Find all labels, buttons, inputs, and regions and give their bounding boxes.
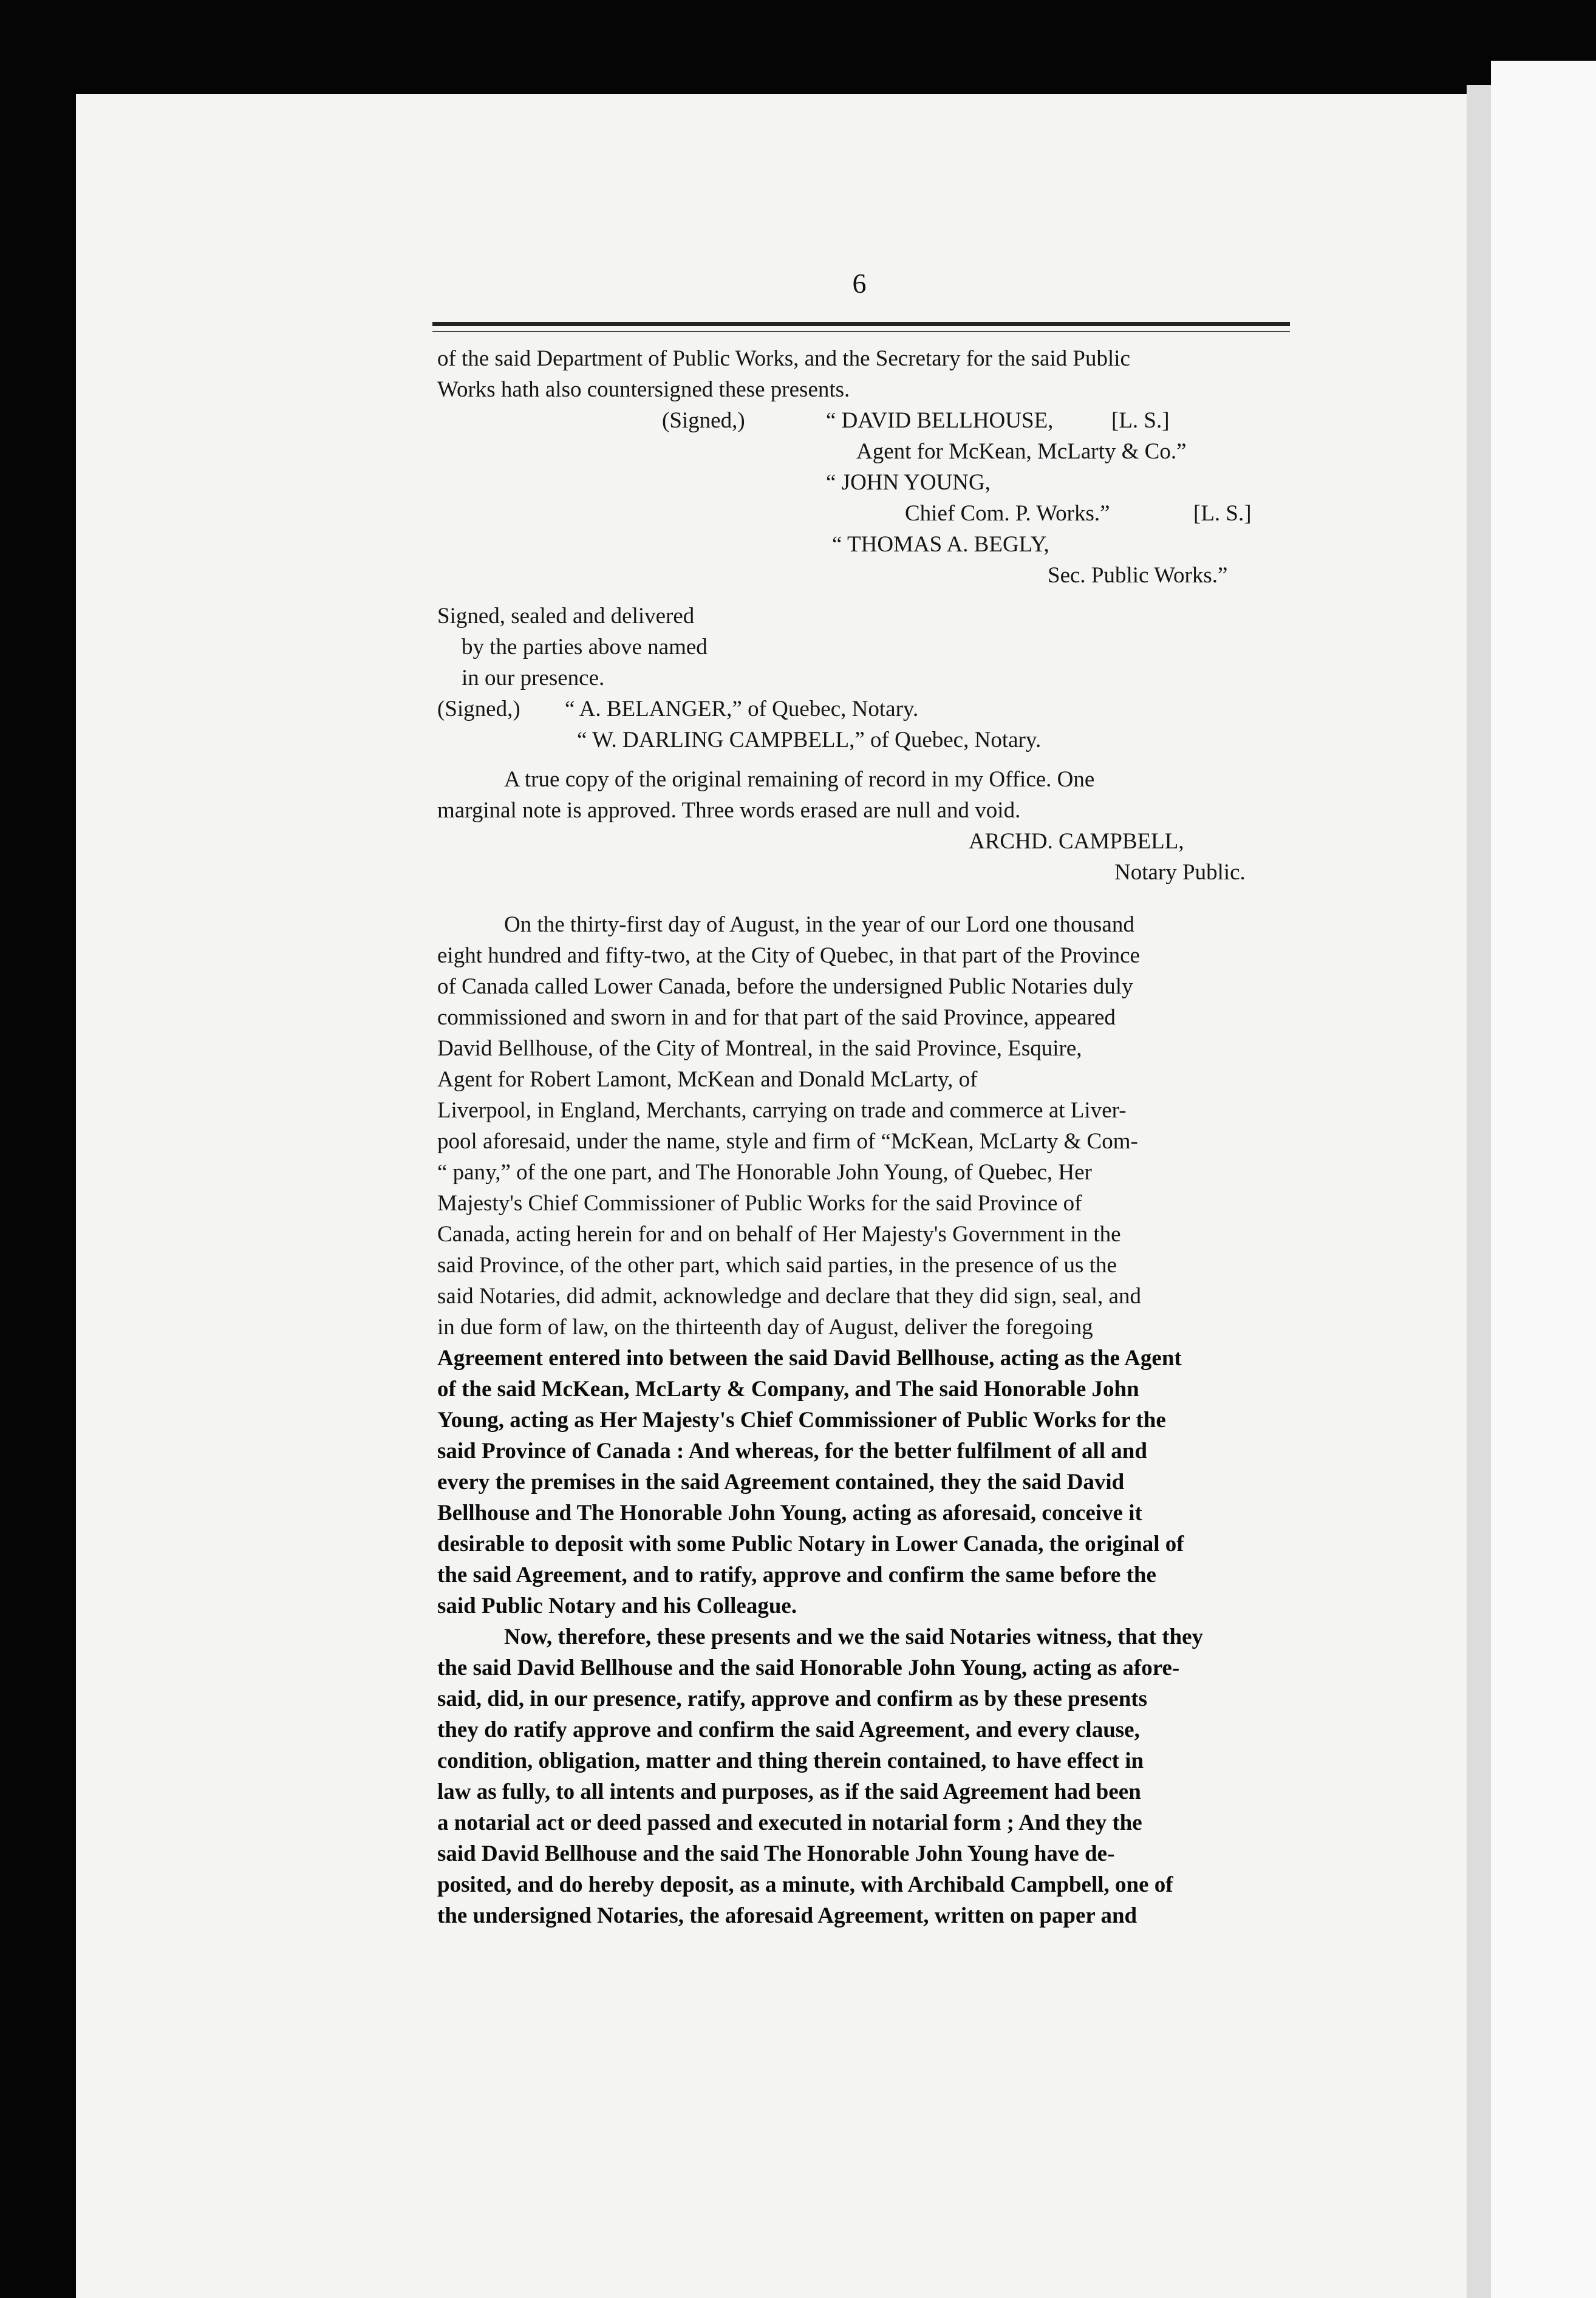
paragraph-line: the said David Bellhouse and the said Honorable John Young, acting as afore- [437, 1655, 1180, 1680]
paragraph-line: Young, acting as Her Majesty's Chief Commissioner of Public Works for the [437, 1408, 1166, 1433]
paragraph-line: Agreement entered into between the said David Bellhouse, acting as the Agent [437, 1346, 1182, 1371]
witness-campbell: “ W. DARLING CAMPBELL,” of Quebec, Notary. [577, 728, 1042, 752]
paragraph-line: said Province of Canada : And whereas, for the better fulfilment of all and [437, 1439, 1147, 1464]
paragraph-line: Bellhouse and The Honorable John Young, acting as aforesaid, conceive it [437, 1501, 1142, 1526]
paragraph-line: said David Bellhouse and the said The Honorable John Young have de- [437, 1841, 1115, 1866]
paragraph-line: the said Agreement, and to ratify, approve and confirm the same before the [437, 1563, 1156, 1587]
notary-name: ARCHD. CAMPBELL, [969, 829, 1184, 854]
notary-title: Notary Public. [1114, 860, 1246, 885]
header-rule [432, 322, 1290, 326]
header-rule-thin [432, 331, 1290, 332]
signature-row-3 [437, 467, 1333, 498]
paragraph-line: eight hundred and fifty-two, at the City of Quebec, in that part of the Province [437, 943, 1140, 968]
signed-label: (Signed,) [662, 408, 745, 433]
paragraph-line: posited, and do hereby deposit, as a minute, with Archibald Campbell, one of [437, 1872, 1173, 1897]
paragraph-line: the undersigned Notaries, the aforesaid Agreement, written on paper and [437, 1903, 1137, 1928]
true-copy-line-2: marginal note is approved. Three words erased are null and void. [437, 798, 1021, 823]
signatory-bellhouse-role: Agent for McKean, McLarty & Co.” [856, 439, 1187, 464]
signatory-begly-role: Sec. Public Works.” [1048, 563, 1228, 588]
seal-mark: [L. S.] [1193, 501, 1252, 526]
seal-mark: [L. S.] [1111, 408, 1170, 433]
paragraph-ratification [437, 1621, 1333, 1931]
true-copy-line-1: A true copy of the original remaining of record in my Office. One [504, 767, 1095, 792]
paragraph-line: law as fully, to all intents and purposes, as if the said Agreement had been [437, 1779, 1141, 1804]
witness-signed-label: (Signed,) [437, 697, 520, 721]
paragraph-line: desirable to deposit with some Public Notary in Lower Canada, the original of [437, 1532, 1184, 1556]
paragraph-line: said Province, of the other part, which said parties, in the presence of us the [437, 1253, 1117, 1278]
next-page-margin [1491, 61, 1596, 2298]
witness-row-2 [437, 725, 1333, 755]
page-number: 6 [852, 268, 867, 299]
paragraph-line: in due form of law, on the thirteenth day of August, deliver the foregoing [437, 1315, 1093, 1340]
signatory-young-role: Chief Com. P. Works.” [905, 501, 1110, 526]
signature-row-1 [437, 405, 1333, 436]
paragraph-line: Liverpool, in England, Merchants, carrying on trade and commerce at Liver- [437, 1098, 1127, 1123]
paragraph-line: said, did, in our presence, ratify, approve and confirm as by these presents [437, 1686, 1148, 1711]
witness-line-2: by the parties above named [462, 635, 708, 660]
document-body [437, 343, 1333, 1931]
paragraph-line: Now, therefore, these presents and we the said Notaries witness, that they [504, 1625, 1204, 1649]
signatory-bellhouse: “ DAVID BELLHOUSE, [826, 408, 1054, 433]
signature-row-4 [437, 498, 1333, 529]
notary-title-row [437, 857, 1333, 888]
paragraph-line: commissioned and sworn in and for that part of the said Province, appeared [437, 1005, 1116, 1030]
paragraph-line: Majesty's Chief Commissioner of Public Works for the said Province of [437, 1191, 1082, 1216]
witness-line-1: Signed, sealed and delivered [437, 604, 695, 629]
paragraph-line: condition, obligation, matter and thing therein contained, to have effect in [437, 1748, 1144, 1773]
signature-row-6 [437, 560, 1333, 591]
notary-name-row [437, 826, 1333, 857]
signature-row-5 [437, 529, 1333, 560]
signatory-young: “ JOHN YOUNG, [826, 470, 991, 495]
paragraph-line: of Canada called Lower Canada, before the undersigned Public Notaries duly [437, 974, 1133, 999]
paragraph-line: “ pany,” of the one part, and The Honorable John Young, of Quebec, Her [437, 1160, 1092, 1185]
paragraph-line: Canada, acting herein for and on behalf of Her Majesty's Government in the [437, 1222, 1121, 1247]
paragraph-deposition [437, 909, 1333, 1621]
witness-belanger: “ A. BELANGER,” of Quebec, Notary. [565, 697, 919, 721]
paragraph-line: they do ratify approve and confirm the said Agreement, and every clause, [437, 1717, 1140, 1742]
paragraph-line: said Notaries, did admit, acknowledge and declare that they did sign, seal, and [437, 1284, 1141, 1309]
paragraph-line: Agent for Robert Lamont, McKean and Donald McLarty, of [437, 1067, 978, 1092]
paragraph-line: David Bellhouse, of the City of Montreal, in the said Province, Esquire, [437, 1036, 1082, 1061]
witness-line-3: in our presence. [462, 666, 605, 690]
signature-row-2 [437, 436, 1333, 467]
paragraph-line: of the said McKean, McLarty & Company, and The said Honorable John [437, 1377, 1139, 1402]
paragraph-line: On the thirty-first day of August, in the year of our Lord one thousand [504, 912, 1134, 937]
next-page-edge [1467, 85, 1491, 2298]
signatory-begly: “ THOMAS A. BEGLY, [832, 532, 1049, 557]
paragraph-line: said Public Notary and his Colleague. [437, 1594, 797, 1618]
paragraph-line: pool aforesaid, under the name, style and firm of “McKean, McLarty & Com- [437, 1129, 1138, 1154]
opening-line-1: of the said Department of Public Works, and the Secretary for the said Public [437, 346, 1130, 371]
paragraph-line: every the premises in the said Agreement contained, they the said David [437, 1470, 1125, 1495]
opening-line-2: Works hath also countersigned these presents. [437, 377, 850, 402]
paragraph-line: a notarial act or deed passed and executed in notarial form ; And they the [437, 1810, 1142, 1835]
witness-row-1 [437, 694, 1333, 725]
